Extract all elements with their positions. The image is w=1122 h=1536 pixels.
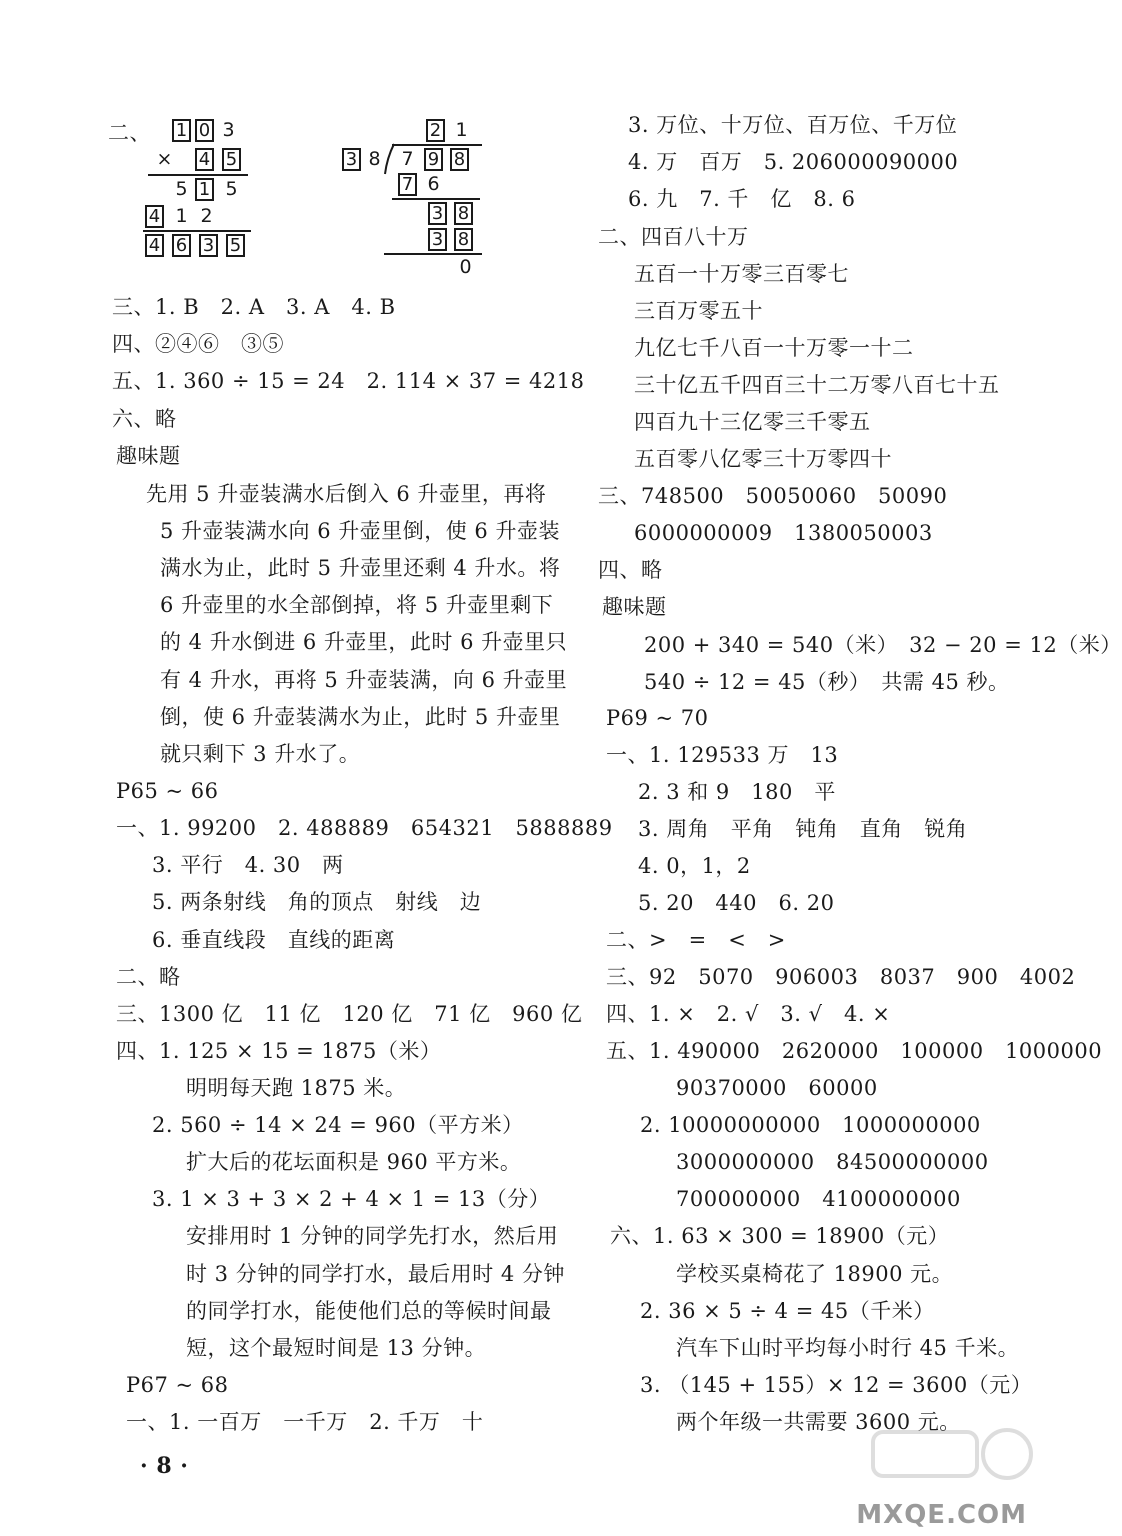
digit-box: 3 xyxy=(342,148,361,171)
text-line: 满水为止，此时 5 升壶里还剩 4 升水。将 xyxy=(160,556,561,580)
text-line: 明明每天跑 1875 米。 xyxy=(186,1076,407,1100)
digit: 0 xyxy=(459,256,472,278)
digit-box: 4 xyxy=(145,234,164,257)
text-line: P67 ~ 68 xyxy=(126,1373,229,1397)
text-line: 700000000 4100000000 xyxy=(676,1187,961,1211)
text-line: 三十亿五千四百三十二万零八百七十五 xyxy=(634,373,1000,397)
text-line: 540 ÷ 12 = 45（秒） 共需 45 秒。 xyxy=(644,670,1010,694)
digit-box: 8 xyxy=(454,202,473,225)
text-line: 五百零八亿零三十万零四十 xyxy=(634,447,892,471)
times-sign: × xyxy=(156,148,173,170)
text-line: 五、1. 490000 2620000 100000 1000000 xyxy=(606,1039,1103,1063)
text-line: 6 升壶里的水全部倒掉，将 5 升壶里剩下 xyxy=(160,593,554,617)
digit: 7 xyxy=(401,148,414,170)
text-line: 三、1300 亿 11 亿 120 亿 71 亿 960 亿 xyxy=(116,1002,583,1026)
section-2-label: 二、 xyxy=(108,121,151,145)
digit-box: 1 xyxy=(195,178,214,201)
rule xyxy=(148,174,248,176)
text-line: 3000000000 84500000000 xyxy=(676,1150,989,1174)
text-line: 5. 两条射线 角的顶点 射线 边 xyxy=(152,890,482,914)
digit: 5 xyxy=(175,178,188,200)
text-line: 2. 3 和 9 180 平 xyxy=(638,780,836,804)
text-line: 三、1. B 2. A 3. A 4. B xyxy=(112,295,396,319)
text-line: 六、略 xyxy=(112,407,177,431)
rule xyxy=(143,230,251,232)
digit: 8 xyxy=(368,148,381,170)
text-line: 趣味题 xyxy=(116,444,181,468)
text-line: 短，这个最短时间是 13 分钟。 xyxy=(186,1336,487,1360)
text-line: 安排用时 1 分钟的同学先打水，然后用 xyxy=(186,1224,559,1248)
digit: 3 xyxy=(222,119,235,141)
text-line: 四、1. 125 × 15 = 1875（米） xyxy=(116,1039,442,1063)
digit-box: 7 xyxy=(398,173,417,196)
page-number: · 8 · xyxy=(140,1453,189,1479)
digit: 1 xyxy=(175,205,188,227)
digit-box: 4 xyxy=(145,205,164,228)
digit-box: 5 xyxy=(226,234,245,257)
digit: 1 xyxy=(455,119,468,141)
text-line: 先用 5 升壶装满水后倒入 6 升壶里，再将 xyxy=(146,482,547,506)
text-line: 一、1. 一百万 一千万 2. 千万 十 xyxy=(126,1410,484,1434)
text-line: 3. 1 × 3 + 3 × 2 + 4 × 1 = 13（分） xyxy=(152,1187,551,1211)
text-line: 九亿七千八百一十万零一十二 xyxy=(634,336,914,360)
text-line: 五、1. 360 ÷ 15 = 24 2. 114 × 37 = 4218 xyxy=(112,369,585,393)
digit-box: 8 xyxy=(454,228,473,251)
text-line: 三、92 5070 906003 8037 900 4002 xyxy=(606,965,1076,989)
text-line: 6. 垂直线段 直线的距离 xyxy=(152,928,396,952)
digit-box: 3 xyxy=(428,228,447,251)
text-line: 二、> = < > xyxy=(606,928,786,952)
text-line: 2. 10000000000 1000000000 xyxy=(640,1113,981,1137)
text-line: 2. 560 ÷ 14 × 24 = 960（平方米） xyxy=(152,1113,524,1137)
text-line: 的同学打水，能使他们总的等候时间最 xyxy=(186,1299,552,1323)
text-line: 三、748500 50050060 50090 xyxy=(598,484,948,508)
text-line: 3. 万位、十万位、百万位、千万位 xyxy=(628,113,958,137)
text-line: 就只剩下 3 升水了。 xyxy=(160,742,361,766)
text-line: 学校买桌椅花了 18900 元。 xyxy=(676,1262,954,1286)
text-line: 的 4 升水倒进 6 升壶里，此时 6 升壶里只 xyxy=(160,630,568,654)
text-line: 时 3 分钟的同学打水，最后用时 4 分钟 xyxy=(186,1262,565,1286)
text-line: P69 ~ 70 xyxy=(606,706,709,730)
digit-box: 2 xyxy=(426,119,445,142)
text-line: 三百万零五十 xyxy=(634,299,763,323)
digit-box: 1 xyxy=(172,119,191,142)
digit-box: 5 xyxy=(222,148,241,171)
text-line: 6000000009 1380050003 xyxy=(634,521,933,545)
text-line: 二、四百八十万 xyxy=(598,225,749,249)
digit-box: 4 xyxy=(195,148,214,171)
text-line: 五百一十万零三百零七 xyxy=(634,262,849,286)
text-line: 一、1. 129533 万 13 xyxy=(606,743,839,767)
text-line: 3. 周角 平角 钝角 直角 锐角 xyxy=(638,817,968,841)
digit-box: 9 xyxy=(424,148,443,171)
text-line: 汽车下山时平均每小时行 45 千米。 xyxy=(676,1336,1020,1360)
digit-box: 6 xyxy=(172,234,191,257)
watermark-logo-icon xyxy=(867,1418,1037,1496)
text-line: 扩大后的花坛面积是 960 平方米。 xyxy=(186,1150,522,1174)
digit: 6 xyxy=(427,173,440,195)
digit-box: 8 xyxy=(450,148,469,171)
text-line: 3. （145 + 155）× 12 = 3600（元） xyxy=(640,1373,1033,1397)
digit: 2 xyxy=(200,205,213,227)
text-line: 四、②④⑥ ③⑤ xyxy=(112,332,284,356)
text-line: 六、1. 63 × 300 = 18900（元） xyxy=(610,1224,950,1248)
digit-box: 3 xyxy=(199,234,218,257)
rule xyxy=(384,253,482,255)
text-line: 4. 万 百万 5. 206000090000 xyxy=(628,150,959,174)
text-line: 趣味题 xyxy=(602,595,667,619)
digit-box: 3 xyxy=(428,202,447,225)
rule xyxy=(392,198,480,200)
text-line: 5 升壶装满水向 6 升壶里倒，使 6 升壶装 xyxy=(160,519,560,543)
text-line: 四百九十三亿零三千零五 xyxy=(634,410,871,434)
text-line: 4. 0，1，2 xyxy=(638,854,751,878)
text-line: 5. 20 440 6. 20 xyxy=(638,891,835,915)
text-line: P65 ~ 66 xyxy=(116,779,219,803)
text-line: 倒，使 6 升壶装满水为止，此时 5 升壶里 xyxy=(160,705,561,729)
text-line: 一、1. 99200 2. 488889 654321 5888889 xyxy=(116,816,613,840)
text-line: 90370000 60000 xyxy=(676,1076,878,1100)
text-line: 四、略 xyxy=(598,558,663,582)
text-line: 6. 九 7. 千 亿 8. 6 xyxy=(628,187,856,211)
watermark-url: MXQE.COM xyxy=(856,1500,1027,1530)
division-bracket xyxy=(384,144,396,174)
digit-box: 0 xyxy=(195,119,214,142)
text-line: 2. 36 × 5 ÷ 4 = 45（千米） xyxy=(640,1299,935,1323)
text-line: 二、略 xyxy=(116,965,181,989)
text-line: 有 4 升水，再将 5 升壶装满，向 6 升壶里 xyxy=(160,668,568,692)
text-line: 3. 平行 4. 30 两 xyxy=(152,853,344,877)
text-line: 两个年级一共需要 3600 元。 xyxy=(676,1410,961,1434)
text-line: 四、1. × 2. √ 3. √ 4. × xyxy=(606,1002,891,1026)
digit: 5 xyxy=(225,178,238,200)
division-bar xyxy=(392,144,482,146)
text-line: 200 + 340 = 540（米） 32 − 20 = 12（米） xyxy=(644,633,1122,657)
